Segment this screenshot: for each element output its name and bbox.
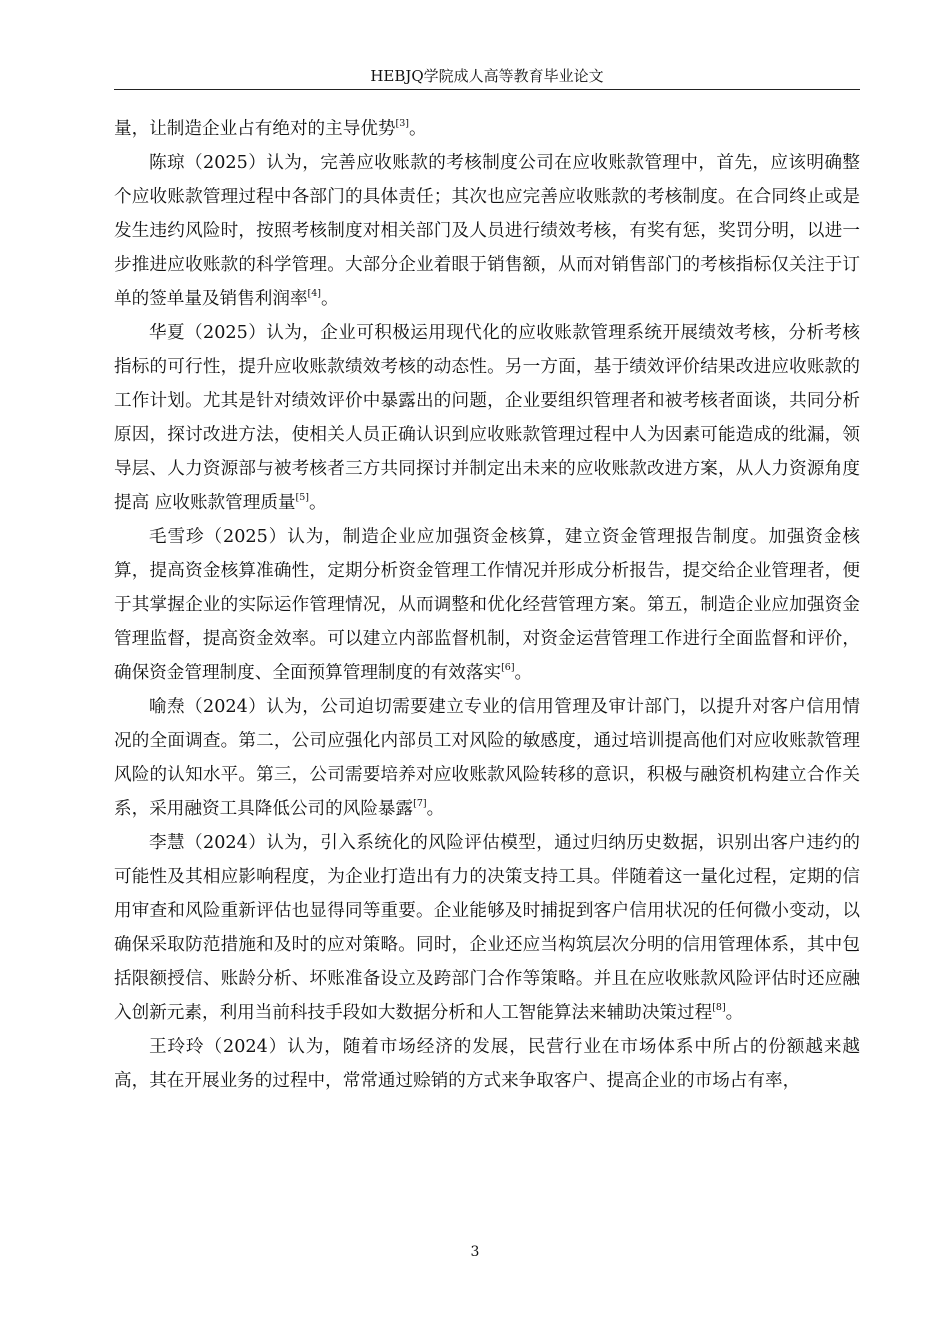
paragraph-1 — [114, 112, 860, 146]
citation-ref: [3] — [395, 118, 409, 129]
citation-ref: [4] — [307, 288, 322, 299]
paragraph-text: 李慧（2024）认为，引入系统化的风险评估模型，通过归纳历史数据，识别出客户违约的可能性及其相应影响程度，为企业打造出有力的决策支持工具。伴随着这一量化过程，定期的信用审查和风险重新评估也显得同等重要。企业能够及时捕捉到客户信用状况的任何微小变动，以确保采取防范措施和及时的应对策略。同时，企业还应当构筑层次分明的信用管理体系，其中包括限额授信、账龄分析、坏账准备设立及跨部门合作等策略。并且在应收账款风险评估时还应融入创新元素，利用当前科技手段如大数据分析和人工智能算法来辅助决策过程 — [114, 833, 860, 1023]
paragraph-6 — [114, 826, 860, 1030]
paragraph-text: 王玲玲（2024）认为，随着市场经济的发展，民营行业在市场体系中所占的份额越来越高，其在开展业务的过程中，常常通过赊销的方式来争取客户、提高企业的市场占有率， — [114, 1037, 860, 1091]
paragraph-end: 。 — [514, 663, 533, 683]
document-body — [114, 112, 860, 1098]
paragraph-text: 量，让制造企业占有绝对的主导优势 — [114, 119, 396, 139]
paragraph-7 — [114, 1030, 860, 1098]
page-number: 3 — [470, 1244, 480, 1260]
citation-ref: [6] — [501, 662, 515, 673]
paragraph-end: 。 — [309, 493, 327, 513]
citation-ref: [8] — [712, 1002, 726, 1013]
paragraph-5 — [114, 690, 860, 826]
paragraph-3 — [114, 316, 860, 520]
page-header — [116, 66, 858, 86]
header-rule — [114, 89, 860, 90]
paragraph-end: 。 — [725, 1003, 744, 1023]
paragraph-4 — [114, 520, 860, 690]
citation-ref: [7] — [413, 798, 427, 809]
paragraph-end: 。 — [321, 289, 339, 309]
paragraph-end: 。 — [408, 119, 427, 139]
paragraph-text: 喻焘（2024）认为，公司迫切需要建立专业的信用管理及审计部门，以提升对客户信用情况的全面调查。第二，公司应强化内部员工对风险的敏感度，通过培训提高他们对应收账款管理风险的认知水平。第三，公司需要培养对应收账款风险转移的意识，积极与融资机构建立合作关系，采用融资工具降低公司的风险暴露 — [114, 697, 860, 819]
paragraph-text: 华夏（2025）认为，企业可积极运用现代化的应收账款管理系统开展绩效考核，分析考核指标的可行性，提升应收账款绩效考核的动态性。另一方面，基于绩效评价结果改进应收账款的工作计划。尤其是针对绩效评价中暴露出的问题，企业要组织管理者和被考核者面谈，共同分析原因，探讨改进方法，使相关人员正确认识到应收账款管理过程中人为因素可能造成的纰漏，领导层、人力资源部与被考核者三方共同探讨并制定出未来的应收账款改进方案，从人力资源角度提高 应收账款管理质量 — [114, 323, 860, 513]
paragraph-2 — [114, 146, 860, 316]
paragraph-text: 毛雪珍（2025）认为，制造企业应加强资金核算，建立资金管理报告制度。加强资金核算，提高资金核算准确性，定期分析资金管理工作情况并形成分析报告，提交给企业管理者，便于其掌握企业的实际运作管理情况，从而调整和优化经营管理方案。第五，制造企业应加强资金管理监督，提高资金效率。可以建立内部监督机制，对资金运营管理工作进行全面监督和评价，确保资金管理制度、全面预算管理制度的有效落实 — [114, 527, 860, 683]
citation-ref: [5] — [295, 492, 309, 503]
paragraph-text: 陈琼（2025）认为，完善应收账款的考核制度公司在应收账款管理中，首先，应该明确整个应收账款管理过程中各部门的具体责任；其次也应完善应收账款的考核制度。在合同终止或是发生违约风险时，按照考核制度对相关部门及人员进行绩效考核，有奖有惩，奖罚分明，以进一步推进应收账款的科学管理。大部分企业着眼于销售额，从而对销售部门的考核指标仅关注于订单的签单量及销售利润率 — [114, 153, 860, 309]
paragraph-end: 。 — [426, 799, 445, 819]
header-title: HEBJQ学院成人高等教育毕业论文 — [370, 67, 604, 85]
